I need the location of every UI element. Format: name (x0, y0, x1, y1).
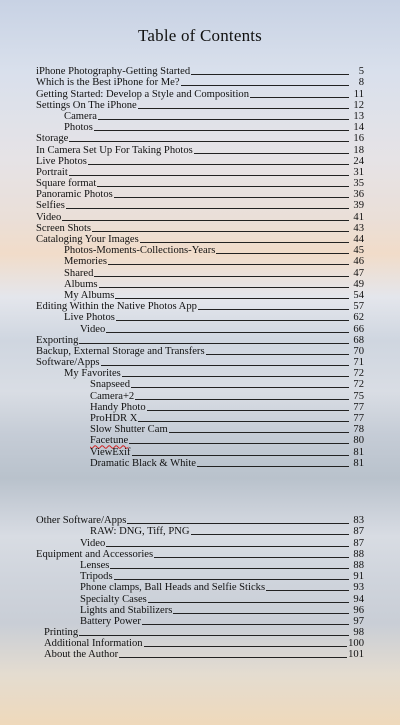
toc-entry-title: My Favorites (64, 368, 121, 380)
toc-leader-line (191, 74, 349, 75)
toc-entry-title: Dramatic Black & White (90, 457, 196, 469)
toc-entry[interactable] (36, 537, 364, 548)
toc-entry[interactable] (36, 458, 364, 469)
toc-entry-page: 45 (353, 245, 364, 257)
toc-entry-title: Snapseed (90, 379, 131, 391)
toc-leader-line (62, 220, 349, 221)
toc-leader-line (79, 635, 349, 636)
toc-leader-line (92, 231, 349, 232)
toc-entry-title: Video (80, 537, 106, 549)
toc-entry[interactable] (36, 605, 364, 616)
toc-entry[interactable] (36, 156, 364, 167)
toc-entry-page: 88 (353, 559, 364, 571)
toc-entry-title: RAW: DNG, Tiff, PNG (90, 526, 190, 538)
toc-entry-title: Storage (36, 133, 69, 145)
toc-entry-page: 81 (353, 446, 364, 458)
toc-leader-line (140, 242, 349, 243)
toc-entry[interactable] (36, 256, 364, 267)
toc-entry[interactable] (36, 368, 364, 379)
toc-entry-page: 57 (353, 301, 364, 313)
toc-leader-line (114, 579, 349, 580)
toc-entry[interactable] (36, 549, 364, 560)
toc-leader-line (135, 399, 349, 400)
toc-leader-line (97, 186, 349, 187)
toc-entry-page: 49 (353, 278, 364, 290)
toc-leader-line (173, 613, 349, 614)
toc-entry-title: Equipment and Accessories (36, 548, 154, 560)
toc-entry-title: Tripods (80, 571, 113, 583)
toc-entry-page: 66 (353, 323, 364, 335)
toc-entry[interactable] (36, 571, 364, 582)
toc-entry-page: 83 (353, 515, 364, 527)
toc-entry-page: 88 (353, 548, 364, 560)
toc-entry-page: 16 (353, 133, 364, 145)
toc-entry-page: 94 (353, 593, 364, 605)
toc-entry-title: Printing (44, 627, 79, 639)
toc-entry-title: Other Software/Apps (36, 515, 127, 527)
toc-leader-line (79, 343, 349, 344)
toc-leader-line (101, 365, 349, 366)
toc-entry-page: 14 (353, 122, 364, 134)
toc-leader-line (169, 432, 349, 433)
toc-entry-title: Handy Photo (90, 401, 146, 413)
toc-entry-page: 87 (353, 526, 364, 538)
toc-entry-page: 101 (348, 649, 364, 661)
toc-entry-title: Specialty Cases (80, 593, 147, 605)
toc-entry-title: Settings On The iPhone (36, 99, 137, 111)
toc-leader-line (138, 108, 349, 109)
toc-entry-title: My Albums (64, 289, 115, 301)
toc-entry[interactable] (36, 111, 364, 122)
toc-entry-page: 72 (353, 379, 364, 391)
toc-entry-title: Panoramic Photos (36, 189, 113, 201)
toc-entry-title: Camera+2 (90, 390, 135, 402)
toc-leader-line (266, 590, 349, 591)
toc-entry[interactable] (36, 245, 364, 256)
toc-entry[interactable] (36, 390, 364, 401)
toc-entry-title: Getting Started: Develop a Style and Composition (36, 88, 250, 100)
toc-entry[interactable] (36, 267, 364, 278)
toc-leader-line (198, 309, 349, 310)
toc-leader-line (131, 387, 349, 388)
toc-leader-line (69, 175, 349, 176)
toc-entry-page: 43 (353, 222, 364, 234)
toc-entry-page: 47 (353, 267, 364, 279)
toc-entry-title: Editing Within the Native Photos App (36, 301, 197, 313)
toc-leader-line (142, 624, 349, 625)
toc-leader-line (197, 466, 349, 467)
toc-leader-line (127, 523, 349, 524)
toc-entry-page: 11 (353, 88, 364, 100)
toc-entry-page: 70 (353, 345, 364, 357)
toc-entry-page: 71 (353, 357, 364, 369)
toc-list-part2 (36, 515, 364, 660)
toc-leader-line (144, 646, 348, 647)
toc-entry-page: 31 (353, 166, 364, 178)
toc-entry-title: Memories (64, 256, 107, 268)
toc-entry[interactable] (36, 582, 364, 593)
toc-entry-title: Live Photos (36, 155, 87, 167)
toc-entry-title: ProHDR X (90, 413, 138, 424)
toc-leader-line (216, 253, 349, 254)
toc-entry[interactable] (36, 616, 364, 627)
toc-entry-title: Lights and Stabilizers (80, 604, 173, 616)
toc-entry-page: 41 (353, 211, 364, 223)
toc-entry[interactable] (36, 335, 364, 346)
toc-entry[interactable] (36, 649, 364, 660)
toc-leader-line (147, 410, 349, 411)
toc-leader-line (181, 85, 349, 86)
toc-entry-title: ViewExif (90, 446, 131, 458)
toc-entry-page: 39 (353, 200, 364, 212)
toc-leader-line (250, 97, 349, 98)
toc-leader-line (119, 657, 347, 658)
toc-entry[interactable] (36, 435, 364, 446)
toc-entry[interactable] (36, 413, 364, 424)
toc-entry-title: Live Photos (64, 312, 115, 324)
toc-entry-title: Additional Information (44, 638, 143, 650)
toc-entry-page: 72 (353, 368, 364, 380)
toc-entry[interactable] (36, 346, 364, 357)
toc-leader-line (106, 546, 349, 547)
toc-leader-line (194, 153, 349, 154)
toc-entry-title: Portrait (36, 166, 68, 178)
toc-entry-title: Albums (64, 278, 98, 290)
toc-entry-title: Cataloging Your Images (36, 234, 139, 245)
toc-entry-page: 80 (353, 435, 364, 447)
toc-entry-title: iPhone Photography-Getting Started (36, 66, 191, 78)
toc-leader-line (114, 197, 349, 198)
toc-entry-title: About the Author (44, 649, 119, 661)
toc-entry-page: 12 (353, 99, 364, 111)
toc-entry-title: Which is the Best iPhone for Me? (36, 77, 180, 89)
toc-entry-title: Photos-Moments-Collections-Years (64, 245, 216, 257)
toc-entry[interactable] (36, 66, 364, 77)
toc-entry[interactable] (36, 178, 364, 189)
toc-entry-title: Square format (36, 178, 97, 190)
toc-entry[interactable] (36, 312, 364, 323)
toc-entry-page: 93 (353, 582, 364, 594)
toc-entry-page: 35 (353, 178, 364, 190)
toc-entry[interactable] (36, 133, 364, 144)
toc-list-part1 (36, 66, 364, 469)
toc-entry-page: 81 (353, 457, 364, 469)
toc-entry-title: Phone clamps, Ball Heads and Selfie Sticks (80, 582, 266, 594)
toc-entry-page: 97 (353, 615, 364, 627)
toc-entry-page: 100 (348, 638, 364, 650)
toc-leader-line (66, 208, 349, 209)
toc-entry[interactable] (36, 638, 364, 649)
toc-leader-line (110, 568, 349, 569)
toc-leader-line (154, 557, 349, 558)
toc-leader-line (148, 602, 349, 603)
toc-entry-title: Software/Apps (36, 357, 100, 369)
toc-leader-line (116, 320, 349, 321)
toc-entry[interactable] (36, 88, 364, 99)
toc-leader-line (132, 455, 349, 456)
toc-entry[interactable] (36, 290, 364, 301)
toc-entry-page: 87 (353, 537, 364, 549)
toc-entry-title: Battery Power (80, 615, 141, 627)
toc-entry-page: 77 (353, 413, 364, 424)
toc-leader-line (206, 354, 349, 355)
toc-entry-page: 54 (353, 289, 364, 301)
toc-entry[interactable] (36, 402, 364, 413)
toc-leader-line (129, 443, 349, 444)
toc-entry-page: 62 (353, 312, 364, 324)
toc-leader-line (69, 141, 349, 142)
toc-entry-title: Selfies (36, 200, 65, 212)
page-title: Table of Contents (137, 26, 263, 45)
toc-entry-title: Facetune (90, 435, 129, 447)
toc-entry[interactable] (36, 200, 364, 211)
toc-entry[interactable] (36, 301, 364, 312)
toc-entry-page: 96 (353, 604, 364, 616)
toc-entry-title: Video (80, 323, 106, 335)
toc-entry-page: 36 (353, 189, 364, 201)
toc-entry-page: 98 (353, 627, 364, 639)
toc-entry[interactable] (36, 279, 364, 290)
toc-entry-title: Video (36, 211, 62, 223)
toc-leader-line (115, 298, 349, 299)
toc-entry-page: 91 (353, 571, 364, 583)
toc-entry-page: 78 (353, 424, 364, 436)
toc-entry[interactable] (36, 593, 364, 604)
toc-entry[interactable] (36, 189, 364, 200)
toc-entry[interactable] (36, 211, 364, 222)
toc-entry-title: In Camera Set Up For Taking Photos (36, 144, 193, 156)
toc-entry-title: Shared (64, 267, 94, 279)
toc-entry-page: 44 (353, 234, 364, 245)
toc-leader-line (191, 534, 349, 535)
toc-entry[interactable] (36, 357, 364, 368)
toc-entry-title: Backup, External Storage and Transfers (36, 345, 205, 357)
toc-entry-title: Photos (64, 122, 93, 134)
toc-entry[interactable] (36, 77, 364, 88)
toc-leader-line (94, 130, 349, 131)
toc-entry-page: 68 (353, 334, 364, 346)
toc-entry-title: Lenses (80, 559, 110, 571)
toc-leader-line (108, 264, 349, 265)
toc-leader-line (138, 421, 349, 422)
toc-leader-line (88, 164, 349, 165)
toc-entry-page: 5 (358, 66, 364, 78)
toc-entry-page: 13 (353, 110, 364, 122)
toc-entry[interactable] (36, 100, 364, 111)
toc-entry[interactable] (36, 424, 364, 435)
toc-entry-title: Slow Shutter Cam (90, 424, 168, 436)
toc-entry[interactable] (36, 379, 364, 390)
toc-entry[interactable] (36, 323, 364, 334)
toc-entry[interactable] (36, 144, 364, 155)
toc-leader-line (99, 287, 349, 288)
toc-leader-line (122, 376, 349, 377)
toc-entry[interactable] (36, 122, 364, 133)
toc-entry[interactable] (36, 526, 364, 537)
toc-entry[interactable] (36, 167, 364, 178)
toc-entry[interactable] (36, 446, 364, 457)
toc-leader-line (106, 332, 349, 333)
toc-entry-page: 77 (353, 401, 364, 413)
toc-entry-page: 18 (353, 144, 364, 156)
toc-entry[interactable] (36, 223, 364, 234)
toc-entry-title: Exporting (36, 334, 79, 346)
toc-entry[interactable] (36, 627, 364, 638)
toc-entry-page: 46 (353, 256, 364, 268)
toc-entry[interactable] (36, 515, 364, 526)
toc-leader-line (94, 276, 349, 277)
toc-entry-page: 75 (353, 390, 364, 402)
toc-entry-title: Camera (64, 110, 97, 122)
toc-entry-page: 8 (358, 77, 364, 89)
toc-entry-page: 24 (353, 155, 364, 167)
toc-leader-line (98, 119, 349, 120)
toc-entry[interactable] (36, 234, 364, 245)
toc-entry-title: Screen Shots (36, 222, 92, 234)
toc-entry[interactable] (36, 560, 364, 571)
